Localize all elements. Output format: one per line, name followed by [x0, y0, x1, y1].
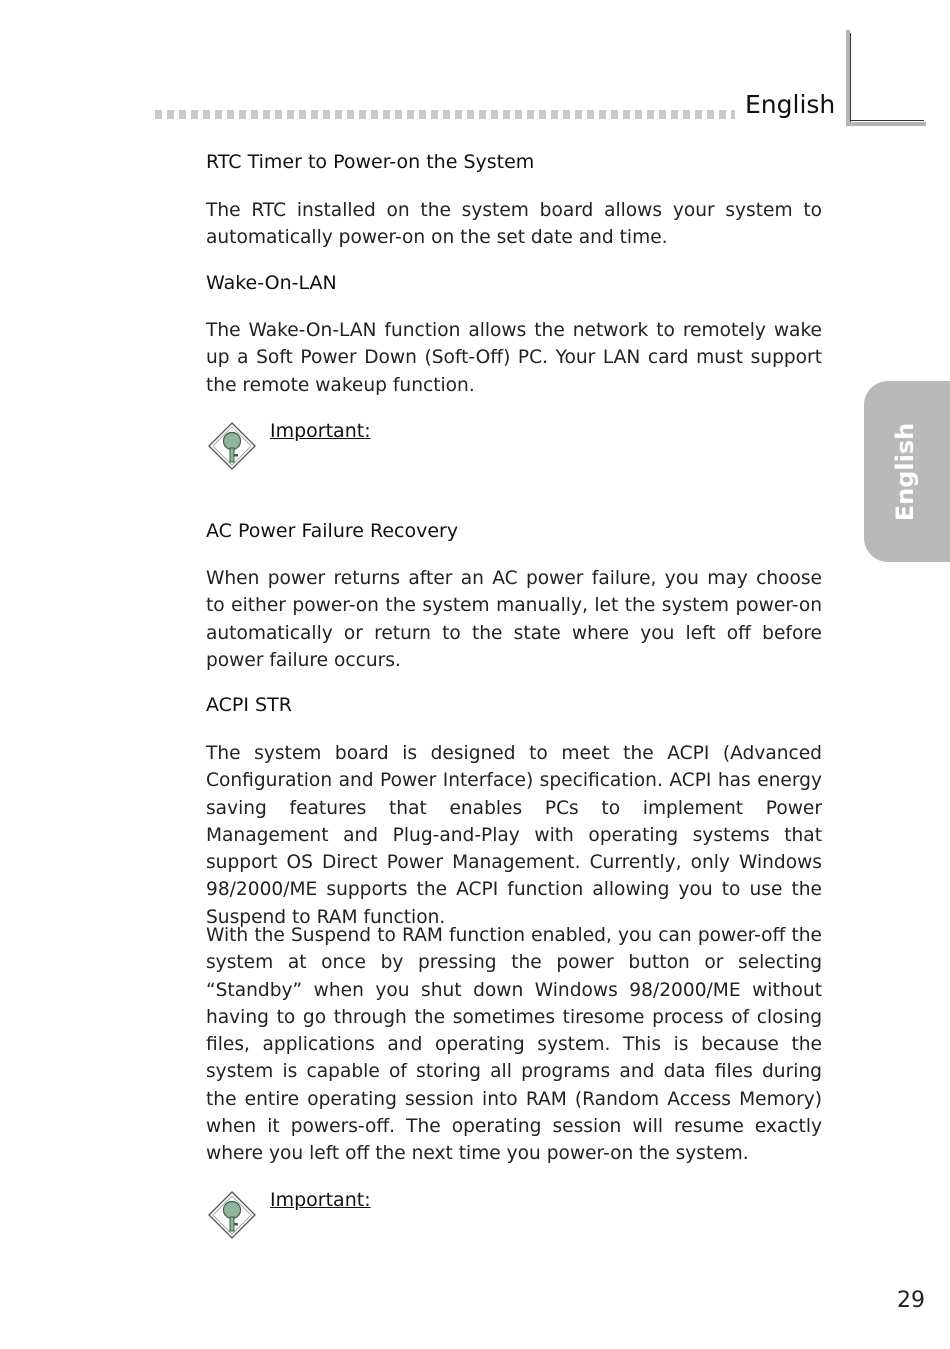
paragraph-ac-power-failure: When power returns after an AC power failure, you may choose to either power-on the system manually, let the system power-on automatically or return to the state where you left off before power failure occurs. [206, 568, 822, 671]
heading-wake-on-lan: Wake-On-LAN [206, 272, 337, 294]
paragraph-acpi-2: With the Suspend to RAM function enabled, you can power-off the system at once by pressing the power button or selecting “Standby” when you shut down Windows 98/2000/ME without having to go through the sometimes tiresome process of closing files, applications and operating system. This is because the system is capable of storing all programs and data files during the entire operating session into RAM (Random Access Memory) when it powers-off. The operating session will resume exactly where you left off the next time you power-on the system. [206, 925, 822, 1165]
important-label: Important: [270, 1189, 371, 1211]
paragraph-rtc-timer: The RTC installed on the system board allows your system to automatically power-on on the set date and time. [206, 200, 822, 249]
corner-mark-bottom [846, 122, 926, 126]
paragraph-wake-on-lan: The Wake-On-LAN function allows the network to remotely wake up a Soft Power Down (Soft-Off) PC. Your LAN card must support the remote wakeup function. [206, 320, 822, 396]
heading-ac-power-failure: AC Power Failure Recovery [206, 520, 459, 542]
heading-rtc-timer: RTC Timer to Power-on the System [206, 151, 535, 173]
corner-mark-bottom-line [850, 120, 924, 121]
key-diamond-icon [207, 421, 257, 471]
side-tab-label: English [891, 422, 919, 522]
header-title: English [745, 90, 836, 119]
important-label: Important: [270, 420, 371, 442]
paragraph-acpi-1: The system board is designed to meet the ACPI (Advanced Configuration and Power Interface) specification. ACPI has energy saving features that enables PCs to implement Power Management and Plug-and-Play with operating systems that support OS Direct Power Management. Currently, only Windows 98/2000/ME supports the ACPI function allowing you to use the Suspend to RAM function. [206, 743, 822, 928]
corner-mark-line [850, 33, 851, 123]
heading-acpi-str: ACPI STR [206, 694, 292, 716]
key-diamond-icon [207, 1190, 257, 1240]
header-dotted-rule [155, 110, 735, 119]
page-number: 29 [897, 1288, 925, 1313]
